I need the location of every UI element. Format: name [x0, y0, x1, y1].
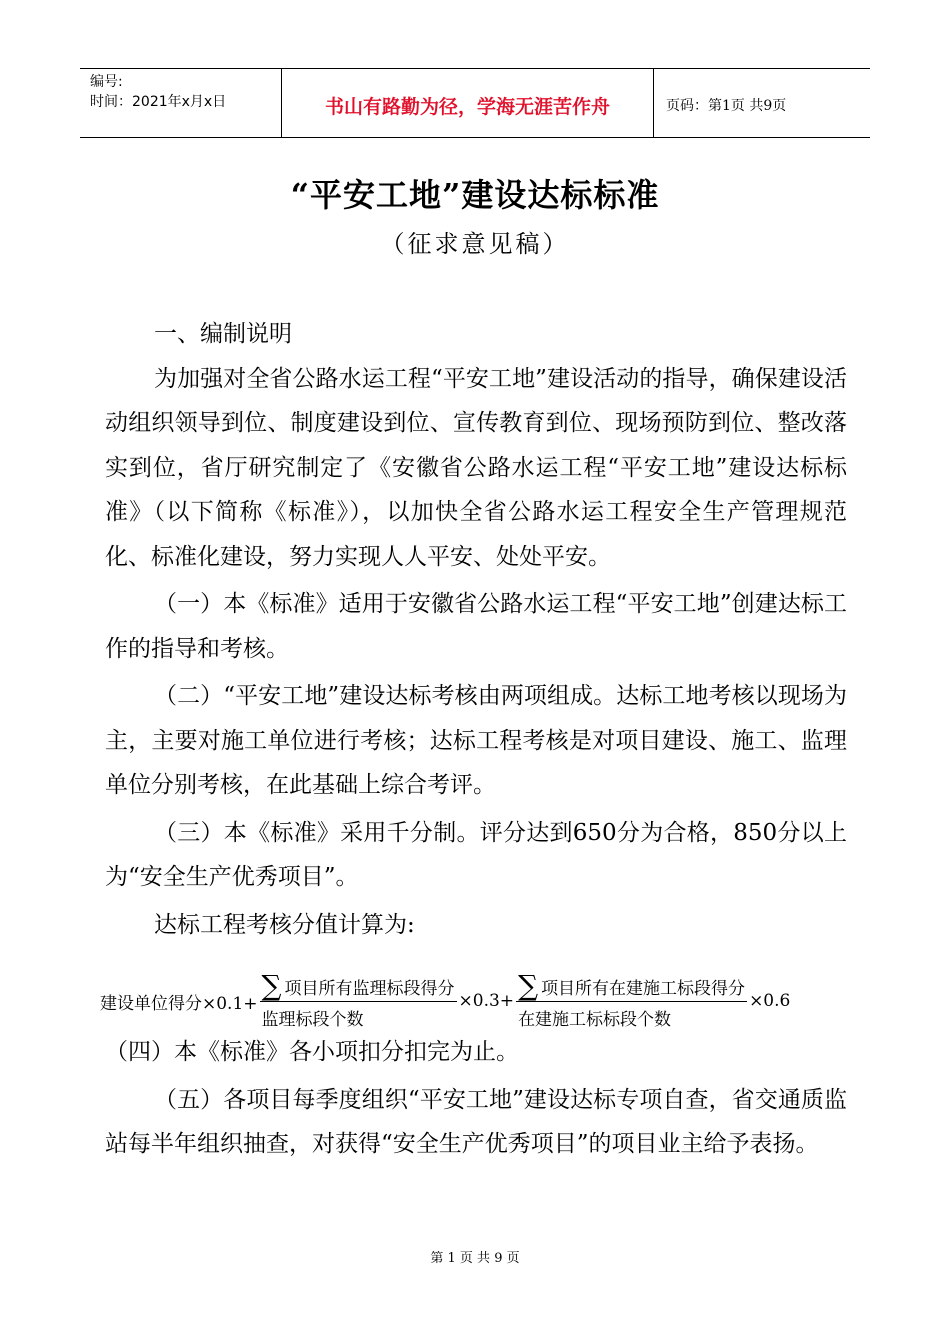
- page-footer: 第 1 页 共 9 页: [430, 1251, 520, 1266]
- header-page-info: 页码：第1页 共9页: [666, 98, 787, 114]
- page-header: [80, 68, 870, 138]
- sigma-symbol: ∑: [261, 968, 282, 1002]
- formula-mult-2: ×0.6: [749, 991, 791, 1011]
- document-title: “平安工地”建设达标标准: [290, 176, 660, 214]
- paragraph-item-2: （二）“平安工地”建设达标考核由两项组成。达标工地考核以现场为主，主要对施工单位进行考核；达标工程考核是对项目建设、施工、监理单位分别考核，在此基础上综合考评。: [105, 683, 847, 798]
- paragraph-intro: 为加强对全省公路水运工程“平安工地”建设活动的指导，确保建设活动组织领导到位、制度建设到位、宣传教育到位、现场预防到位、整改落实到位，省厅研究制定了《安徽省公路水运工程“平安工地”建设达标标准》（以下简称《标准》），以加快全省公路水运工程安全生产管理规范化、标准化建设，努力实现人人平安、处处平安。: [105, 365, 847, 570]
- fraction-2-numerator: 项目所有在建施工标段得分: [541, 978, 746, 999]
- formula-term-1: 建设单位得分×0.1+: [100, 993, 258, 1014]
- document-subtitle: （征求意见稿）: [380, 230, 570, 258]
- formula-intro: 达标工程考核分值计算为:: [154, 911, 415, 938]
- formula-mult-1: ×0.3+: [458, 991, 515, 1011]
- fraction-supervision: [260, 968, 457, 1030]
- paragraph-item-5: （五）各项目每季度组织“平安工地”建设达标专项自查，省交通质监站每半年组织抽查，对获得“安全生产优秀项目”的项目业主给予表扬。: [105, 1086, 847, 1157]
- fraction-1-numerator: 项目所有监理标段得分: [284, 978, 455, 999]
- score-formula: [100, 968, 852, 1031]
- document-body-continued: [105, 1030, 847, 1167]
- paragraph-item-3: （三）本《标准》采用千分制。评分达到650分为合格，850分以上为“安全生产优秀项目”。: [105, 819, 847, 890]
- time-label: 时间：2021年x月x日: [90, 94, 227, 110]
- document-body: [105, 312, 847, 947]
- fraction-2-denominator: 在建施工标标段个数: [518, 1009, 672, 1030]
- header-motto: 书山有路勤为径，学海无涯苦作舟: [282, 69, 654, 137]
- number-label: 编号:: [90, 74, 123, 90]
- fraction-1-denominator: 监理标段个数: [261, 1009, 364, 1030]
- fraction-construction: [516, 968, 747, 1030]
- paragraph-item-1: （一）本《标准》适用于安徽省公路水运工程“平安工地”创建达标工作的指导和考核。: [105, 591, 847, 662]
- header-meta: [80, 69, 282, 137]
- sigma-symbol: ∑: [518, 968, 539, 1002]
- section-heading: 一、编制说明: [154, 321, 292, 347]
- paragraph-item-4: （四）本《标准》各小项扣分扣完为止。: [105, 1039, 519, 1065]
